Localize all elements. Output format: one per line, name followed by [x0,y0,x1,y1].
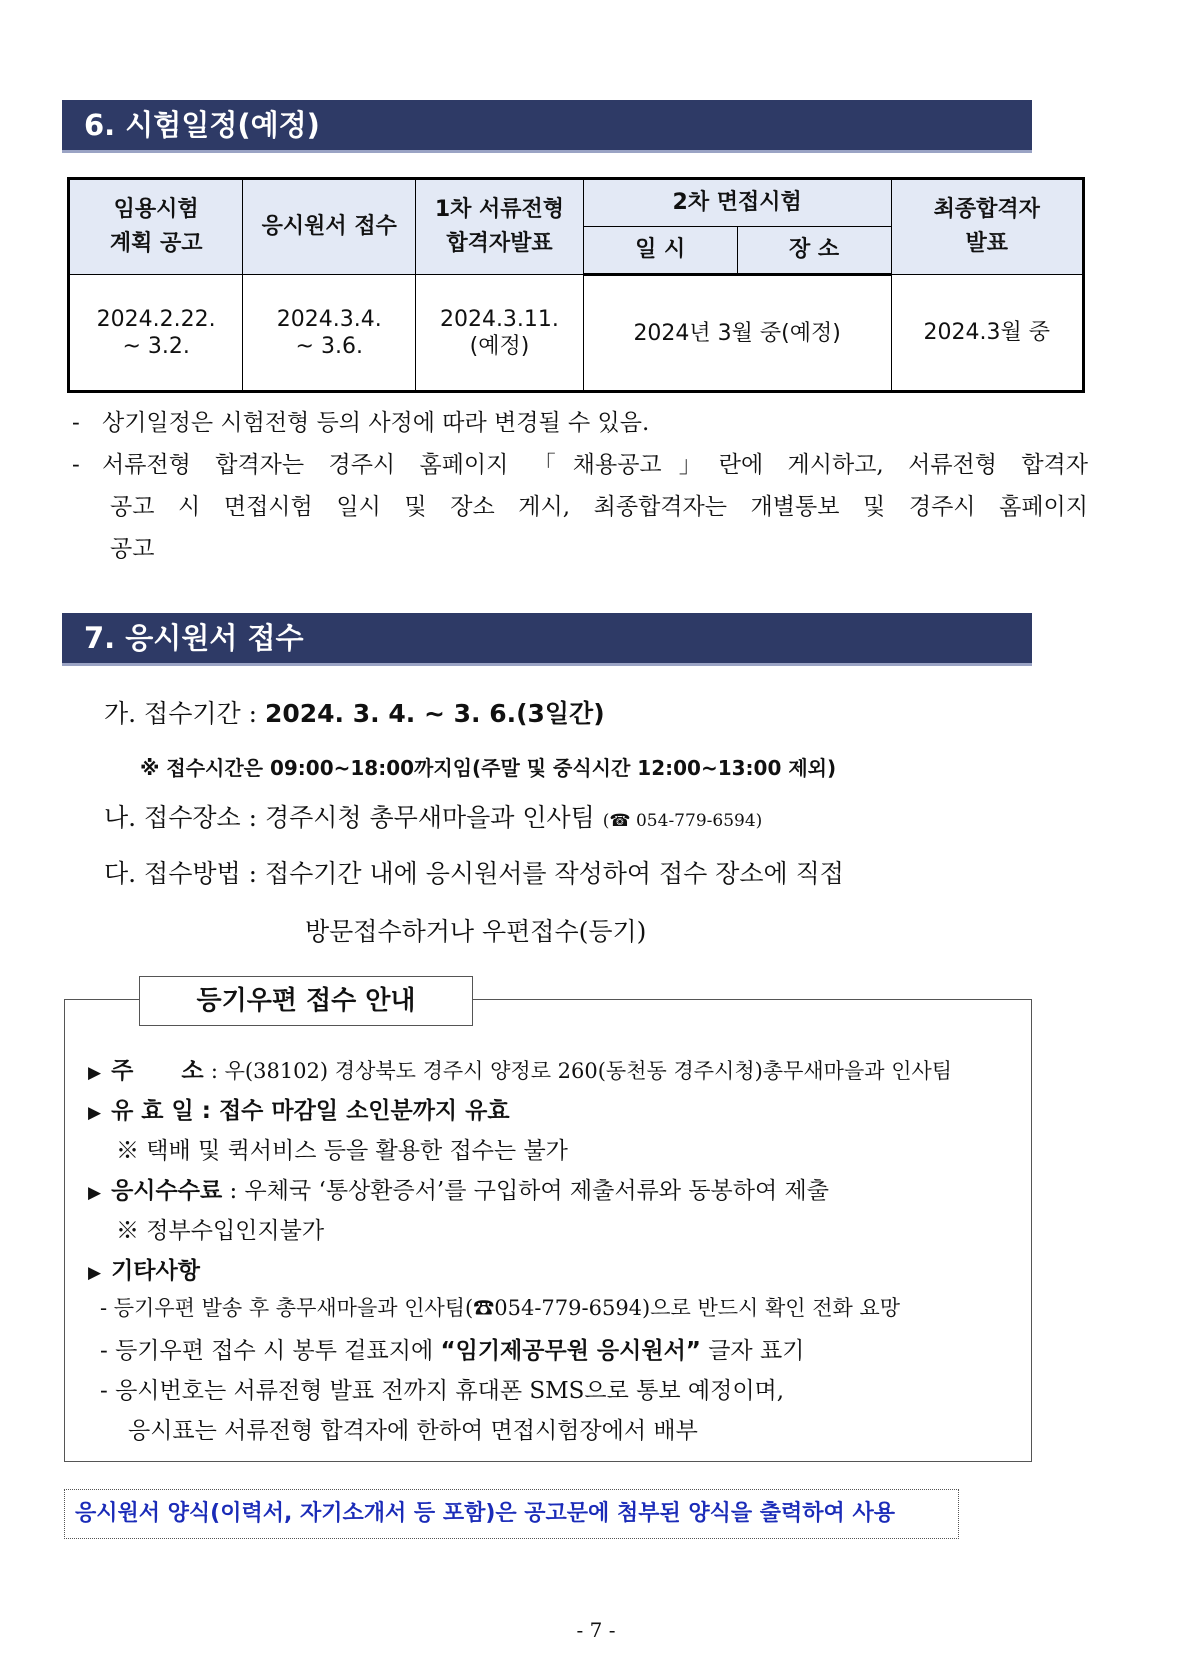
period-row [104,694,605,730]
registered-mail-title: 등기우편 접수 안내 [139,976,473,1026]
etc-item-2-emphasis: “임기제공무원 응시원서” [440,1338,701,1364]
triangle-bullet-icon: ▶ [88,1063,102,1083]
valid-row [88,1092,510,1125]
etc-item-3: - 응시번호는 서류전형 발표 전까지 휴대폰 SMS으로 통보 예정이며, [100,1378,785,1404]
hours-note: ※ 접수시간은 09:00~18:00까지임(주말 및 중식시간 12:00~13:00 제외) [140,756,837,780]
fee-note: ※ 정부수입인지불가 [116,1218,325,1244]
th-second-interview: 2차 면접시험 [583,179,891,227]
note-item: - 상기일정은 시험전형 등의 사정에 따라 변경될 수 있음. [72,410,650,436]
triangle-bullet-icon: ▶ [88,1103,102,1123]
note-item-cont: 공고 [110,536,155,562]
section-6-title: 6. 시험일정(예정) [84,108,320,142]
place-row [104,798,762,834]
valid-label: 유 효 일 : 접수 마감일 소인분까지 유효 [111,1098,510,1124]
note-item-cont: 공고 시 면접시험 일시 및 장소 게시, 최종합격자는 개별통보 및 경주시 홈페이지 [110,494,1088,520]
application-form-note: 응시원서 양식(이력서, 자기소개서 등 포함)은 공고문에 첨부된 양식을 출력하여 사용 [64,1489,959,1539]
address-value: : 우(38102) 경상북도 경주시 양정로 260(동천동 경주시청)총무새마을과 인사팀 [210,1059,953,1083]
fee-label: 응시수수료 [111,1178,223,1204]
period-label: 가. 접수기간 : [104,699,258,728]
th-datetime: 일 시 [583,227,737,275]
place-value: 경주시청 총무새마을과 인사팀 [264,803,595,832]
address-row [88,1052,952,1085]
triangle-bullet-icon: ▶ [88,1183,102,1203]
etc-item-1: - 등기우편 발송 후 총무새마을과 인사팀(☎054-779-6594)으로 반드시 확인 전화 요망 [100,1296,901,1320]
schedule-notes [72,402,1088,570]
th-notice: 임용시험 계획 공고 [69,179,243,275]
section-6-header [62,100,1032,150]
place-phone: (☎ 054-779-6594) [602,811,763,831]
etc-item-3-cont: 응시표는 서류전형 합격자에 한하여 면접시험장에서 배부 [128,1418,698,1444]
method-value: 접수기간 내에 응시원서를 작성하여 접수 장소에 직접 [264,859,844,888]
valid-note: ※ 택배 및 퀵서비스 등을 활용한 접수는 불가 [116,1138,568,1164]
etc-label: 기타사항 [111,1258,200,1284]
triangle-bullet-icon: ▶ [88,1263,102,1283]
page-number: - 7 - [576,1618,616,1642]
td-final-result: 2024.3월 중 [891,275,1083,392]
place-label: 나. 접수장소 : [104,803,258,832]
td-receipt: 2024.3.4. ~ 3.6. [243,275,416,392]
th-first-result: 1차 서류전형 합격자발표 [416,179,584,275]
section-7-header [62,613,1032,663]
th-receipt: 응시원서 접수 [243,179,416,275]
method-label: 다. 접수방법 : [104,859,258,888]
method-value-cont: 방문접수하거나 우편접수(등기) [305,917,647,946]
fee-row [88,1172,829,1205]
td-first-result: 2024.3.11. (예정) [416,275,584,392]
th-final-result: 최종합격자 발표 [891,179,1083,275]
period-value: 2024. 3. 4. ~ 3. 6.(3일간) [264,699,605,728]
note-item: - 서류전형 합격자는 경주시 홈페이지 「채용공고」란에 게시하고, 서류전형 합격자 [72,452,1088,478]
td-second-interview: 2024년 3월 중(예정) [583,275,891,392]
schedule-table [67,177,1085,393]
fee-value: : 우체국 ‘통상환증서’를 구입하여 제출서류와 동봉하여 제출 [229,1178,829,1204]
etc-row [88,1252,200,1285]
td-notice: 2024.2.22. ~ 3.2. [69,275,243,392]
etc-item-2: - 등기우편 접수 시 봉투 겉표지에 “임기제공무원 응시원서” 글자 표기 [100,1338,805,1364]
address-label: 주 소 [111,1058,204,1084]
section-7-title: 7. 응시원서 접수 [84,621,304,655]
th-place: 장 소 [737,227,891,275]
method-row [104,854,844,890]
